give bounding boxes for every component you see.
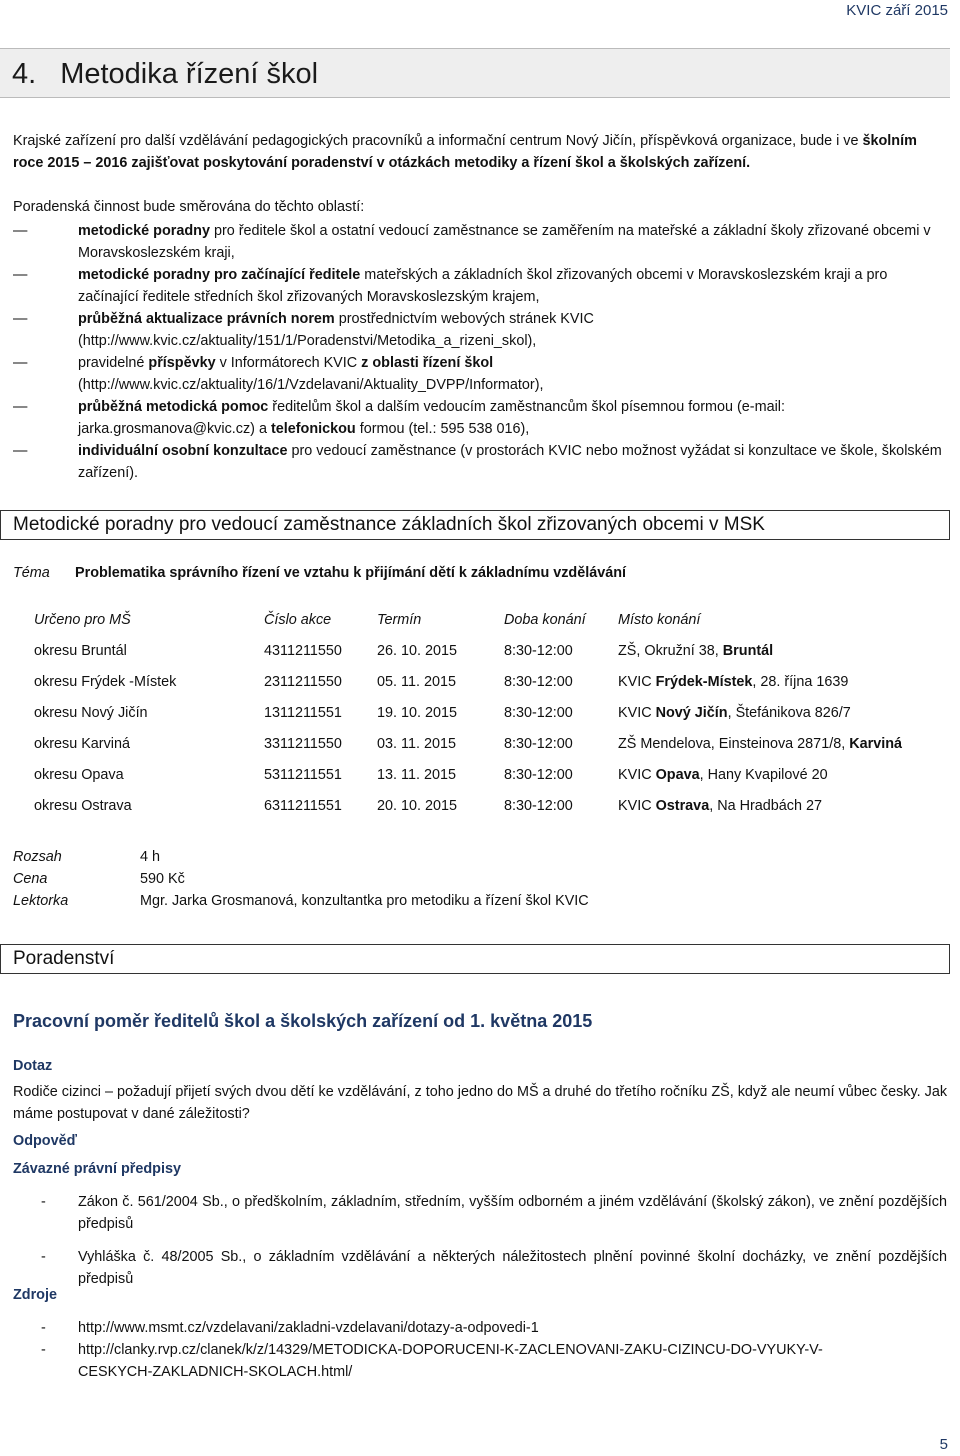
tema-label: Téma [13,565,50,581]
item-bold: příspěvky [148,355,216,371]
item-bold: průběžná aktualizace právních norem [78,311,335,327]
cell-place [610,666,910,697]
intro-paragraph [13,130,943,174]
predpisy-list [13,1191,947,1290]
item-text: formou (tel.: 595 538 016), [355,421,530,437]
cell-time: 8:30-12:00 [504,797,573,814]
place-text: KVIC [618,797,656,814]
tema-row [13,562,626,584]
cell-date: 13. 11. 2015 [377,766,456,783]
place-text: , Štefánikova 826/7 [727,704,851,721]
meta-row-rozsah [13,846,589,868]
cell-code: 4311211550 [264,642,342,659]
item-bold: telefonickou [270,421,356,437]
place-city: Nový Jičín [655,704,728,721]
col-header: Místo konání [618,611,701,628]
list-item: - Vyhláška č. 48/2005 Sb., o základním vzdělávání a některých náležitostech plnění povinné školní docházky, ve znění pozdějších předpisů [13,1246,947,1290]
item-text[interactable]: (http://www.kvic.cz/aktuality/16/1/Vzdelavani/Aktuality_DVPP/Informator), [78,377,544,393]
meta-label: Cena [13,871,48,887]
cell-code: 1311211551 [264,704,342,721]
place-city: Ostrava [655,797,710,814]
table-row [26,790,910,821]
section-heading-poradenstvi: Poradenství [0,944,950,974]
place-text: , Na Hradbách 27 [709,797,822,814]
page-number: 5 [939,1436,948,1453]
item-text[interactable]: prostřednictvím webových stránek KVIC (http://www.kvic.cz/aktuality/151/1/Poradenstvi/Metodika_a_rizeni_skol), [78,311,594,349]
list-item [13,308,943,352]
meta-value: 590 Kč [140,871,185,887]
running-header: KVIC září 2015 [846,2,948,19]
list-item [13,220,943,264]
zdroje-list [13,1317,947,1383]
courses-table [26,604,910,821]
item-text: pravidelné [78,355,149,371]
place-text: , Hany Kvapilové 20 [699,766,828,783]
intro-text-part1: Krajské zařízení pro další vzdělávání pedagogických pracovníků a informační centrum Nový Jičín, příspěvková organizace, bude i ve [13,133,863,149]
meta-label: Lektorka [13,893,69,909]
cell-time: 8:30-12:00 [504,704,573,721]
source-link[interactable]: - http://www.msmt.cz/vzdelavani/zakladni-vzdelavani/dotazy-a-odpovedi-1 [13,1317,947,1339]
cell-time: 8:30-12:00 [504,766,573,783]
cell-code: 6311211551 [264,797,342,814]
odpoved-label: Odpověď [13,1133,77,1149]
tema-value: Problematika správního řízení ve vztahu k přijímání dětí k základnímu vzdělávání [75,565,627,581]
cell-place [610,697,910,728]
table-row [26,635,910,666]
meta-row-cena [13,868,589,890]
item-bold: metodické poradny [78,223,210,239]
col-header: Doba konání [504,611,586,628]
article-title: Pracovní poměr ředitelů škol a školských zařízení od 1. května 2015 [13,1011,593,1031]
place-city: Opava [655,766,700,783]
place-text: KVIC [618,673,656,690]
cell-date: 26. 10. 2015 [377,642,458,659]
place-text: , 28. října 1639 [752,673,849,690]
item-text: pro vedoucí zaměstnance (v prostorách KVIC nebo možnost vyžádat si konzultace ve škole, školském zařízení). [78,443,942,481]
table-row [26,697,910,728]
meta-row-lektorka [13,890,589,912]
list-item [13,264,943,308]
item-text: pro ředitele škol a ostatní vedoucí zaměstnance se zaměřením na mateřské a základní školy zřizované obcemi v Moravskoslezském kraji, [78,223,931,261]
cell-district: okresu Opava [34,766,124,783]
item-text: mateřských a základních škol zřizovaných obcemi v Moravskoslezském kraji a pro začínající ředitele středních škol zřizovaných Moravskoslezským krajem, [78,267,888,305]
table-row [26,759,910,790]
chapter-number: 4. [12,58,37,90]
predpisy-label: Závazné právní předpisy [13,1161,181,1177]
course-meta [13,846,589,912]
dotaz-label: Dotaz [13,1058,53,1074]
cell-district: okresu Bruntál [34,642,127,659]
place-text: KVIC [618,704,656,721]
meta-value: Mgr. Jarka Grosmanová, konzultantka pro metodiku a řízení škol KVIC [140,893,589,909]
cell-place [610,728,910,759]
item-text: ředitelům škol a dalším vedoucím zaměstnancům škol písemnou formou (e-mail: jarka.grosmanova@kvic.cz) a [78,399,785,437]
list-item: - Zákon č. 561/2004 Sb., o předškolním, základním, středním, vyšším odborném a jiném vzdělávání (školský zákon), ve znění pozdějších předpisů [13,1191,947,1235]
table-row [26,666,910,697]
cell-district: okresu Frýdek -Místek [34,673,177,690]
place-text: ZŠ, Okružní 38, [618,642,723,659]
source-link[interactable]: - http://clanky.rvp.cz/clanek/k/z/14329/METODICKA-DOPORUCENI-K-ZACLENOVANI-ZAKU-CIZINCU-DO-VYUKY-V-CESKYCH-ZAKLADNICH-SKOLACH.html/ [13,1339,947,1383]
item-bold: metodické poradny pro začínající ředitele [78,267,361,283]
item-bold: průběžná metodická pomoc [78,399,269,415]
list-item [13,440,943,484]
cell-district: okresu Nový Jičín [34,704,148,721]
place-city: Karviná [849,735,902,752]
cell-district: okresu Karviná [34,735,130,752]
meta-value: 4 h [140,849,161,865]
place-text: ZŠ Mendelova, Einsteinova 2871/8, [618,735,850,752]
col-header: Číslo akce [264,611,332,628]
item-text: v Informátorech KVIC [215,355,362,371]
table-header-row [26,604,910,635]
list-item [13,352,943,396]
cell-date: 03. 11. 2015 [377,735,456,752]
col-header: Určeno pro MŠ [34,611,131,628]
item-bold: individuální osobní konzultace [78,443,288,459]
cell-place [610,790,910,821]
cell-district: okresu Ostrava [34,797,132,814]
areas-list [13,220,943,484]
cell-time: 8:30-12:00 [504,735,573,752]
dotaz-text: Rodiče cizinci – požadují přijetí svých dvou dětí ke vzdělávání, z toho jedno do MŠ a druhé do třetího ročníku ZŠ, když ale neumí vůbec česky. Jak máme postupovat v dané záležitosti? [13,1084,948,1122]
zdroje-label: Zdroje [13,1287,57,1303]
cell-time: 8:30-12:00 [504,673,573,690]
item-bold: z oblasti řízení škol [361,355,494,371]
areas-intro: Poradenská činnost bude směrována do těchto oblastí: [13,199,365,215]
col-header: Termín [377,611,422,628]
cell-date: 19. 10. 2015 [377,704,458,721]
chapter-title: Metodika řízení škol [60,58,319,90]
cell-code: 3311211550 [264,735,342,752]
cell-time: 8:30-12:00 [504,642,573,659]
intro-text-part2: školním roce 2015 – 2016 zajišťovat poskytování poradenství v otázkách metodiky a řízení škol a školských zařízení. [13,133,917,171]
cell-place [610,635,910,666]
meta-label: Rozsah [13,849,62,865]
table-row [26,728,910,759]
place-text: KVIC [618,766,656,783]
cell-date: 05. 11. 2015 [377,673,456,690]
chapter-heading [0,48,950,98]
place-city: Bruntál [722,642,774,659]
section-heading-poradny: Metodické poradny pro vedoucí zaměstnance základních škol zřizovaných obcemi v MSK [0,510,950,540]
cell-code: 5311211551 [264,766,342,783]
cell-code: 2311211550 [264,673,342,690]
list-item [13,396,943,440]
place-city: Frýdek-Místek [655,673,753,690]
cell-place [610,759,910,790]
cell-date: 20. 10. 2015 [377,797,458,814]
